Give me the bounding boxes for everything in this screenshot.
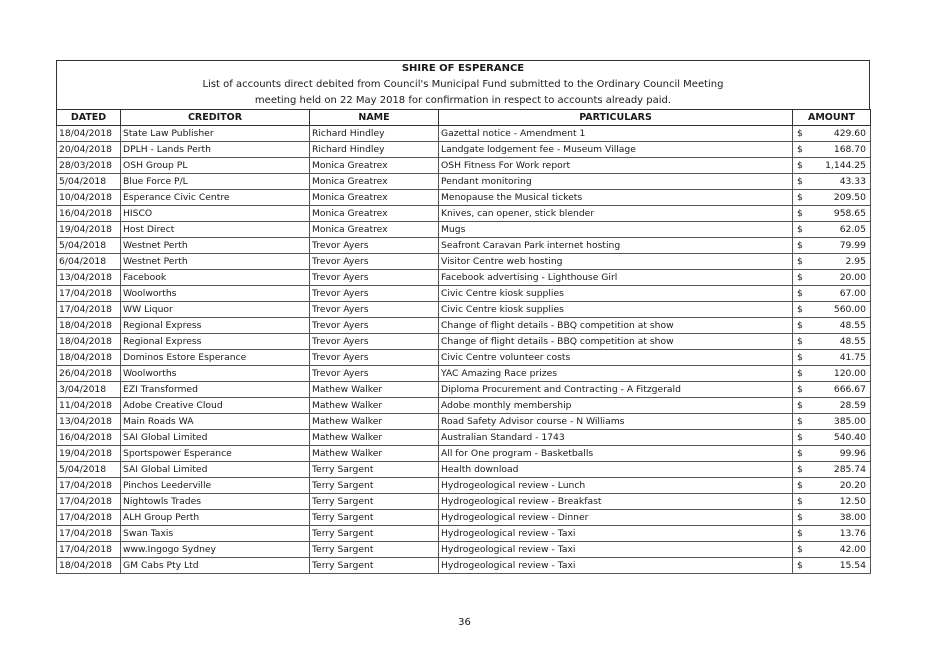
table-row	[57, 558, 871, 574]
amount-wrapper	[797, 128, 866, 139]
cell-particulars: Health download	[439, 462, 793, 478]
cell-creditor: Main Roads WA	[121, 414, 310, 430]
cell-creditor: Woolworths	[121, 366, 310, 382]
cell-particulars: Civic Centre kiosk supplies	[439, 302, 793, 318]
amount-value: 79.99	[839, 240, 866, 251]
cell-dated: 6/04/2018	[57, 254, 121, 270]
amount-wrapper	[797, 432, 866, 443]
amount-value: 38.00	[839, 512, 866, 523]
cell-dated: 17/04/2018	[57, 526, 121, 542]
currency-symbol: $	[797, 288, 803, 299]
amount-value: 15.54	[839, 560, 866, 571]
amount-wrapper	[797, 320, 866, 331]
amount-wrapper	[797, 240, 866, 251]
amount-wrapper	[797, 144, 866, 155]
table-row	[57, 126, 871, 142]
amount-value: 13.76	[839, 528, 866, 539]
cell-dated: 17/04/2018	[57, 302, 121, 318]
cell-name: Terry Sargent	[310, 558, 439, 574]
amount-wrapper	[797, 528, 866, 539]
amount-value: 2.95	[845, 256, 866, 267]
cell-name: Mathew Walker	[310, 446, 439, 462]
amount-value: 285.74	[833, 464, 866, 475]
amount-wrapper	[797, 560, 866, 571]
amount-value: 20.20	[839, 480, 866, 491]
currency-symbol: $	[797, 240, 803, 251]
cell-particulars: Hydrogeological review - Dinner	[439, 510, 793, 526]
cell-dated: 16/04/2018	[57, 206, 121, 222]
cell-particulars: Adobe monthly membership	[439, 398, 793, 414]
amount-value: 20.00	[839, 272, 866, 283]
amount-wrapper	[797, 224, 866, 235]
amount-value: 42.00	[839, 544, 866, 555]
cell-dated: 13/04/2018	[57, 270, 121, 286]
column-header-creditor: CREDITOR	[121, 110, 310, 126]
amount-value: 48.55	[839, 320, 866, 331]
accounts-sheet	[56, 60, 870, 574]
cell-amount	[793, 302, 871, 318]
cell-dated: 16/04/2018	[57, 430, 121, 446]
cell-dated: 13/04/2018	[57, 414, 121, 430]
cell-dated: 20/04/2018	[57, 142, 121, 158]
cell-amount	[793, 190, 871, 206]
cell-creditor: SAI Global Limited	[121, 430, 310, 446]
currency-symbol: $	[797, 224, 803, 235]
currency-symbol: $	[797, 320, 803, 331]
cell-amount	[793, 158, 871, 174]
cell-name: Terry Sargent	[310, 462, 439, 478]
cell-particulars: Gazettal notice - Amendment 1	[439, 126, 793, 142]
currency-symbol: $	[797, 560, 803, 571]
currency-symbol: $	[797, 272, 803, 283]
table-row	[57, 254, 871, 270]
currency-symbol: $	[797, 480, 803, 491]
cell-amount	[793, 414, 871, 430]
table-row	[57, 398, 871, 414]
table-row	[57, 382, 871, 398]
cell-amount	[793, 174, 871, 190]
cell-dated: 26/04/2018	[57, 366, 121, 382]
table-row	[57, 462, 871, 478]
amount-value: 385.00	[833, 416, 866, 427]
table-row	[57, 542, 871, 558]
table-row	[57, 334, 871, 350]
cell-name: Terry Sargent	[310, 542, 439, 558]
amount-wrapper	[797, 176, 866, 187]
column-header-amount: AMOUNT	[793, 110, 871, 126]
table-header-row	[57, 110, 871, 126]
currency-symbol: $	[797, 176, 803, 187]
cell-creditor: Blue Force P/L	[121, 174, 310, 190]
cell-dated: 17/04/2018	[57, 478, 121, 494]
column-header-name: NAME	[310, 110, 439, 126]
table-row	[57, 238, 871, 254]
cell-creditor: OSH Group PL	[121, 158, 310, 174]
column-header-dated: DATED	[57, 110, 121, 126]
cell-creditor: Swan Taxis	[121, 526, 310, 542]
cell-amount	[793, 446, 871, 462]
cell-amount	[793, 318, 871, 334]
table-row	[57, 510, 871, 526]
cell-name: Mathew Walker	[310, 382, 439, 398]
amount-wrapper	[797, 464, 866, 475]
currency-symbol: $	[797, 304, 803, 315]
cell-creditor: SAI Global Limited	[121, 462, 310, 478]
cell-name: Terry Sargent	[310, 494, 439, 510]
report-title: SHIRE OF ESPERANCE	[401, 63, 525, 74]
currency-symbol: $	[797, 512, 803, 523]
cell-name: Monica Greatrex	[310, 222, 439, 238]
cell-creditor: ALH Group Perth	[121, 510, 310, 526]
amount-wrapper	[797, 448, 866, 459]
amount-value: 120.00	[833, 368, 866, 379]
report-subtitle-line-2: meeting held on 22 May 2018 for confirmation in respect to accounts already paid.	[254, 95, 672, 106]
cell-dated: 18/04/2018	[57, 126, 121, 142]
cell-dated: 17/04/2018	[57, 542, 121, 558]
amount-wrapper	[797, 208, 866, 219]
amount-value: 666.67	[833, 384, 866, 395]
amount-wrapper	[797, 304, 866, 315]
currency-symbol: $	[797, 400, 803, 411]
cell-amount	[793, 222, 871, 238]
cell-name: Monica Greatrex	[310, 158, 439, 174]
cell-particulars: Hydrogeological review - Breakfast	[439, 494, 793, 510]
table-row	[57, 414, 871, 430]
cell-name: Mathew Walker	[310, 398, 439, 414]
cell-amount	[793, 206, 871, 222]
amount-value: 99.96	[839, 448, 866, 459]
cell-name: Terry Sargent	[310, 510, 439, 526]
cell-name: Monica Greatrex	[310, 206, 439, 222]
cell-particulars: Road Safety Advisor course - N Williams	[439, 414, 793, 430]
cell-particulars: Civic Centre volunteer costs	[439, 350, 793, 366]
cell-dated: 3/04/2018	[57, 382, 121, 398]
cell-particulars: Change of flight details - BBQ competition at show	[439, 318, 793, 334]
cell-creditor: Nightowls Trades	[121, 494, 310, 510]
cell-dated: 5/04/2018	[57, 174, 121, 190]
cell-amount	[793, 334, 871, 350]
cell-dated: 18/04/2018	[57, 350, 121, 366]
cell-name: Monica Greatrex	[310, 190, 439, 206]
cell-dated: 11/04/2018	[57, 398, 121, 414]
table-row	[57, 526, 871, 542]
amount-wrapper	[797, 416, 866, 427]
cell-amount	[793, 478, 871, 494]
cell-particulars: Hydrogeological review - Taxi	[439, 526, 793, 542]
amount-wrapper	[797, 512, 866, 523]
cell-creditor: Regional Express	[121, 318, 310, 334]
currency-symbol: $	[797, 208, 803, 219]
table-row	[57, 222, 871, 238]
currency-symbol: $	[797, 448, 803, 459]
amount-value: 67.00	[839, 288, 866, 299]
table-row	[57, 366, 871, 382]
currency-symbol: $	[797, 192, 803, 203]
cell-name: Trevor Ayers	[310, 254, 439, 270]
amount-value: 41.75	[839, 352, 866, 363]
amount-wrapper	[797, 368, 866, 379]
currency-symbol: $	[797, 432, 803, 443]
table-row	[57, 478, 871, 494]
cell-amount	[793, 238, 871, 254]
cell-creditor: Regional Express	[121, 334, 310, 350]
currency-symbol: $	[797, 256, 803, 267]
currency-symbol: $	[797, 352, 803, 363]
cell-dated: 17/04/2018	[57, 510, 121, 526]
amount-value: 540.40	[833, 432, 866, 443]
table-body	[57, 126, 871, 574]
cell-creditor: HISCO	[121, 206, 310, 222]
cell-amount	[793, 350, 871, 366]
amount-wrapper	[797, 336, 866, 347]
cell-particulars: Hydrogeological review - Taxi	[439, 542, 793, 558]
cell-name: Richard Hindley	[310, 142, 439, 158]
table-row	[57, 302, 871, 318]
cell-creditor: Pinchos Leederville	[121, 478, 310, 494]
currency-symbol: $	[797, 464, 803, 475]
cell-amount	[793, 462, 871, 478]
page-number: 36	[458, 617, 471, 628]
table-row	[57, 142, 871, 158]
amount-wrapper	[797, 160, 866, 171]
table-row	[57, 494, 871, 510]
cell-creditor: Sportspower Esperance	[121, 446, 310, 462]
cell-particulars: Civic Centre kiosk supplies	[439, 286, 793, 302]
cell-amount	[793, 398, 871, 414]
cell-particulars: Hydrogeological review - Taxi	[439, 558, 793, 574]
report-subtitle-line-1: List of accounts direct debited from Council's Municipal Fund submitted to the Ordinary Council Meeting	[202, 79, 724, 90]
amount-wrapper	[797, 192, 866, 203]
currency-symbol: $	[797, 144, 803, 155]
cell-name: Trevor Ayers	[310, 238, 439, 254]
cell-amount	[793, 526, 871, 542]
cell-creditor: Woolworths	[121, 286, 310, 302]
cell-particulars: Seafront Caravan Park internet hosting	[439, 238, 793, 254]
cell-creditor: Westnet Perth	[121, 254, 310, 270]
amount-value: 12.50	[839, 496, 866, 507]
cell-dated: 5/04/2018	[57, 462, 121, 478]
amount-wrapper	[797, 384, 866, 395]
cell-dated: 18/04/2018	[57, 334, 121, 350]
cell-dated: 17/04/2018	[57, 286, 121, 302]
amount-value: 48.55	[839, 336, 866, 347]
table-row	[57, 270, 871, 286]
cell-name: Mathew Walker	[310, 414, 439, 430]
cell-particulars: OSH Fitness For Work report	[439, 158, 793, 174]
cell-particulars: Menopause the Musical tickets	[439, 190, 793, 206]
cell-creditor: Westnet Perth	[121, 238, 310, 254]
cell-particulars: All for One program - Basketballs	[439, 446, 793, 462]
cell-dated: 28/03/2018	[57, 158, 121, 174]
cell-name: Terry Sargent	[310, 526, 439, 542]
cell-dated: 19/04/2018	[57, 446, 121, 462]
cell-dated: 17/04/2018	[57, 494, 121, 510]
cell-amount	[793, 270, 871, 286]
currency-symbol: $	[797, 368, 803, 379]
amount-value: 1,144.25	[825, 160, 866, 171]
currency-symbol: $	[797, 336, 803, 347]
table-row	[57, 350, 871, 366]
cell-name: Trevor Ayers	[310, 318, 439, 334]
amount-wrapper	[797, 256, 866, 267]
cell-particulars: Diploma Procurement and Contracting - A Fitzgerald	[439, 382, 793, 398]
currency-symbol: $	[797, 128, 803, 139]
cell-dated: 18/04/2018	[57, 558, 121, 574]
table-row	[57, 190, 871, 206]
table-row	[57, 318, 871, 334]
cell-particulars: Landgate lodgement fee - Museum Village	[439, 142, 793, 158]
cell-particulars: Change of flight details - BBQ competition at show	[439, 334, 793, 350]
currency-symbol: $	[797, 544, 803, 555]
cell-name: Mathew Walker	[310, 430, 439, 446]
cell-name: Trevor Ayers	[310, 334, 439, 350]
cell-creditor: DPLH - Lands Perth	[121, 142, 310, 158]
accounts-table	[56, 109, 871, 574]
amount-value: 28.59	[839, 400, 866, 411]
cell-creditor: GM Cabs Pty Ltd	[121, 558, 310, 574]
table-row	[57, 174, 871, 190]
cell-amount	[793, 494, 871, 510]
amount-wrapper	[797, 544, 866, 555]
cell-creditor: Dominos Estore Esperance	[121, 350, 310, 366]
amount-wrapper	[797, 272, 866, 283]
currency-symbol: $	[797, 384, 803, 395]
currency-symbol: $	[797, 496, 803, 507]
cell-dated: 5/04/2018	[57, 238, 121, 254]
cell-creditor: www.Ingogo Sydney	[121, 542, 310, 558]
cell-particulars: YAC Amazing Race prizes	[439, 366, 793, 382]
cell-amount	[793, 382, 871, 398]
cell-amount	[793, 430, 871, 446]
cell-creditor: Host Direct	[121, 222, 310, 238]
cell-creditor: Adobe Creative Cloud	[121, 398, 310, 414]
cell-amount	[793, 126, 871, 142]
cell-amount	[793, 254, 871, 270]
cell-amount	[793, 558, 871, 574]
cell-amount	[793, 510, 871, 526]
cell-creditor: WW Liquor	[121, 302, 310, 318]
cell-amount	[793, 286, 871, 302]
cell-name: Monica Greatrex	[310, 174, 439, 190]
cell-dated: 18/04/2018	[57, 318, 121, 334]
currency-symbol: $	[797, 528, 803, 539]
cell-name: Trevor Ayers	[310, 270, 439, 286]
cell-amount	[793, 542, 871, 558]
cell-particulars: Mugs	[439, 222, 793, 238]
amount-value: 429.60	[833, 128, 866, 139]
amount-wrapper	[797, 496, 866, 507]
table-row	[57, 446, 871, 462]
cell-name: Trevor Ayers	[310, 302, 439, 318]
cell-creditor: Facebook	[121, 270, 310, 286]
cell-name: Terry Sargent	[310, 478, 439, 494]
cell-dated: 10/04/2018	[57, 190, 121, 206]
cell-particulars: Facebook advertising - Lighthouse Girl	[439, 270, 793, 286]
amount-value: 62.05	[839, 224, 866, 235]
amount-wrapper	[797, 400, 866, 411]
cell-particulars: Knives, can opener, stick blender	[439, 206, 793, 222]
amount-value: 958.65	[833, 208, 866, 219]
cell-name: Trevor Ayers	[310, 286, 439, 302]
amount-wrapper	[797, 480, 866, 491]
cell-dated: 19/04/2018	[57, 222, 121, 238]
report-header	[56, 60, 870, 109]
currency-symbol: $	[797, 160, 803, 171]
cell-particulars: Hydrogeological review - Lunch	[439, 478, 793, 494]
cell-name: Trevor Ayers	[310, 350, 439, 366]
amount-wrapper	[797, 352, 866, 363]
amount-value: 560.00	[833, 304, 866, 315]
cell-amount	[793, 366, 871, 382]
table-row	[57, 158, 871, 174]
table-row	[57, 286, 871, 302]
cell-name: Richard Hindley	[310, 126, 439, 142]
amount-value: 43.33	[839, 176, 866, 187]
cell-creditor: Esperance Civic Centre	[121, 190, 310, 206]
cell-particulars: Pendant monitoring	[439, 174, 793, 190]
cell-particulars: Visitor Centre web hosting	[439, 254, 793, 270]
currency-symbol: $	[797, 416, 803, 427]
cell-amount	[793, 142, 871, 158]
amount-wrapper	[797, 288, 866, 299]
table-row	[57, 430, 871, 446]
cell-creditor: State Law Publisher	[121, 126, 310, 142]
cell-name: Trevor Ayers	[310, 366, 439, 382]
cell-particulars: Australian Standard - 1743	[439, 430, 793, 446]
cell-creditor: EZI Transformed	[121, 382, 310, 398]
amount-value: 168.70	[833, 144, 866, 155]
table-row	[57, 206, 871, 222]
amount-value: 209.50	[833, 192, 866, 203]
column-header-particulars: PARTICULARS	[439, 110, 793, 126]
